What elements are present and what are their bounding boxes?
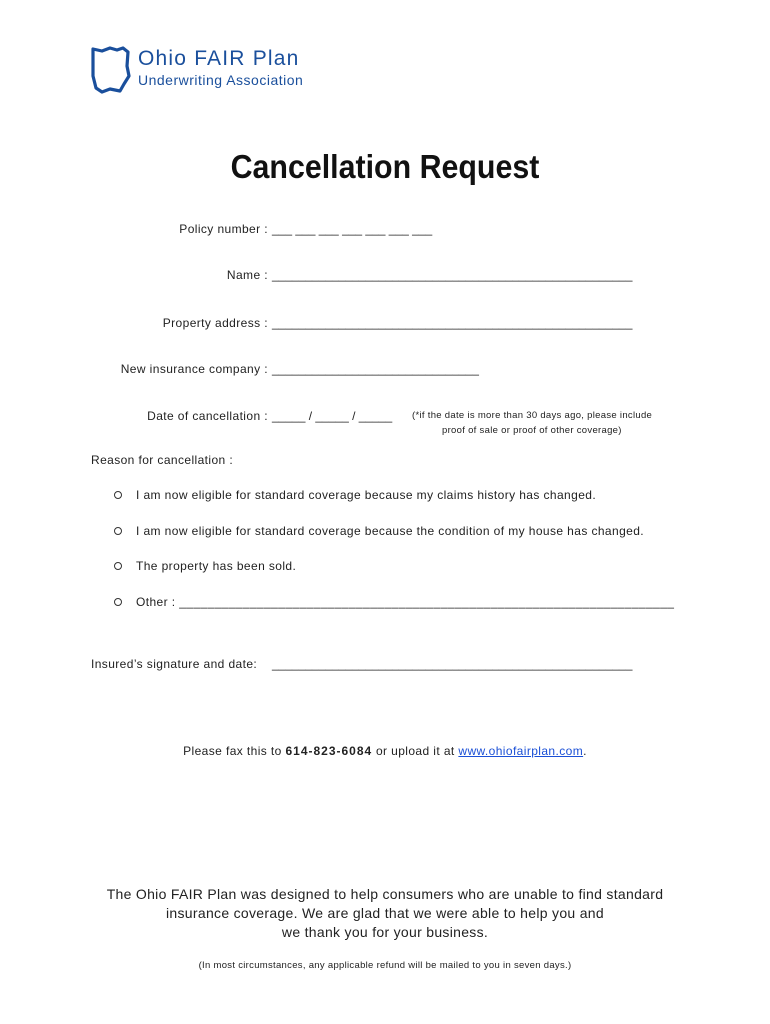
page-title: Cancellation Request xyxy=(230,148,540,185)
date-note-line2: proof of sale or proof of other coverage) xyxy=(442,425,622,436)
new-insurance-company-label: New insurance company : xyxy=(120,362,268,376)
fax-instructions xyxy=(0,744,770,758)
refund-footnote: (In most circumstances, any applicable refund will be mailed to you in seven days.) xyxy=(198,960,572,971)
fax-prefix: Please fax this to xyxy=(183,744,282,758)
closing-line-2: insurance coverage. We are glad that we were able to help you and xyxy=(166,905,604,921)
date-of-cancellation-field[interactable]: _____ / _____ / _____ xyxy=(272,409,393,423)
reason-heading: Reason for cancellation : xyxy=(91,453,234,467)
reason-option-claims-radio[interactable] xyxy=(114,491,122,499)
reason-option-claims-label: I am now eligible for standard coverage because my claims history has changed. xyxy=(136,488,597,502)
reason-option-sold-label: The property has been sold. xyxy=(136,559,297,573)
reason-option-house-radio[interactable] xyxy=(114,527,122,535)
date-of-cancellation-label: Date of cancellation : xyxy=(147,409,268,423)
reason-option-other-radio[interactable] xyxy=(114,598,122,606)
property-address-field[interactable]: ______________________________________________________ xyxy=(272,316,633,330)
closing-line-3: we thank you for your business. xyxy=(281,924,489,940)
policy-number-field[interactable]: ___ ___ ___ ___ ___ ___ ___ xyxy=(272,222,433,236)
closing-line-1: The Ohio FAIR Plan was designed to help consumers who are unable to find standard xyxy=(106,886,664,902)
reason-option-house-label: I am now eligible for standard coverage because the condition of my house has changed. xyxy=(136,524,645,538)
date-note-line1: (*if the date is more than 30 days ago, please include xyxy=(412,410,653,421)
property-address-label: Property address : xyxy=(162,316,268,330)
reason-option-other-label[interactable]: Other : ______________________________________________________________________ xyxy=(136,595,675,609)
fax-middle: or upload it at xyxy=(375,744,455,758)
signature-label: Insured’s signature and date: xyxy=(91,657,258,671)
ohio-state-outline-icon xyxy=(90,46,132,94)
fax-phone-number: 614-823-6084 xyxy=(285,744,373,758)
reason-option-sold-radio[interactable] xyxy=(114,562,122,570)
signature-field[interactable]: ______________________________________________________ xyxy=(272,657,633,671)
name-label: Name : xyxy=(226,268,268,282)
logo-title: Ohio FAIR Plan xyxy=(138,47,300,70)
website-link[interactable]: www.ohiofairplan.com xyxy=(458,744,584,758)
logo-subtitle: Underwriting Association xyxy=(138,72,304,88)
new-insurance-company-field[interactable]: _______________________________ xyxy=(272,362,479,376)
name-field[interactable]: ______________________________________________________ xyxy=(272,268,633,282)
policy-number-label: Policy number : xyxy=(179,222,268,236)
fax-suffix: . xyxy=(583,744,587,758)
